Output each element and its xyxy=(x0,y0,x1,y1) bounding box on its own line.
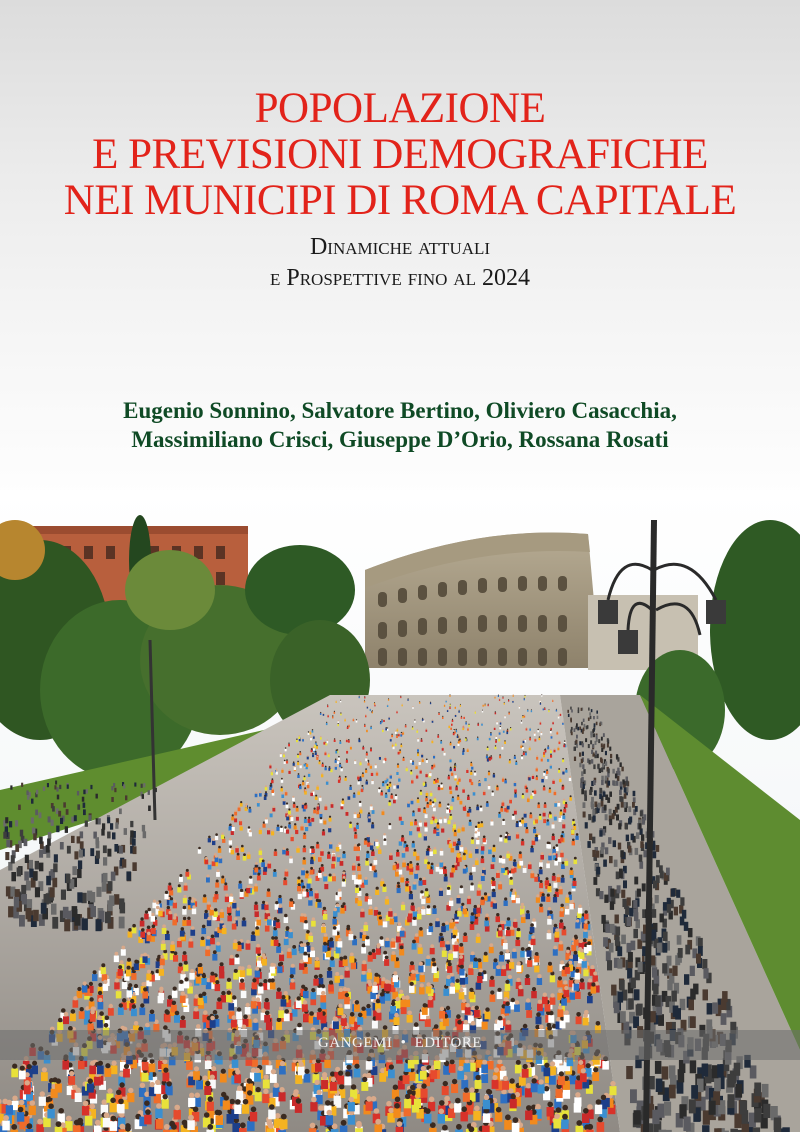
publisher-separator: • xyxy=(400,1035,407,1051)
authors-line-1: Eugenio Sonnino, Salvatore Bertino, Oliviero Casacchia, xyxy=(123,398,677,423)
title-line-3: NEI MUNICIPI DI ROMA CAPITALE xyxy=(63,177,737,224)
author-list xyxy=(0,396,800,454)
publisher-imprint xyxy=(0,1035,800,1052)
subtitle-line-1: Dinamiche attuali xyxy=(309,234,491,260)
publisher-name-left: GANGEMI xyxy=(318,1035,393,1051)
subtitle-line-2: e Prospettive fino al 2024 xyxy=(269,265,531,291)
book-subtitle xyxy=(0,232,800,294)
publisher-name-right: EDITORE xyxy=(414,1035,482,1051)
authors-line-2: Massimiliano Crisci, Giuseppe D’Orio, Rossana Rosati xyxy=(131,427,669,452)
title-line-2: E PREVISIONI DEMOGRAFICHE xyxy=(92,131,708,178)
book-title xyxy=(0,86,800,224)
title-line-1: POPOLAZIONE xyxy=(254,85,546,132)
